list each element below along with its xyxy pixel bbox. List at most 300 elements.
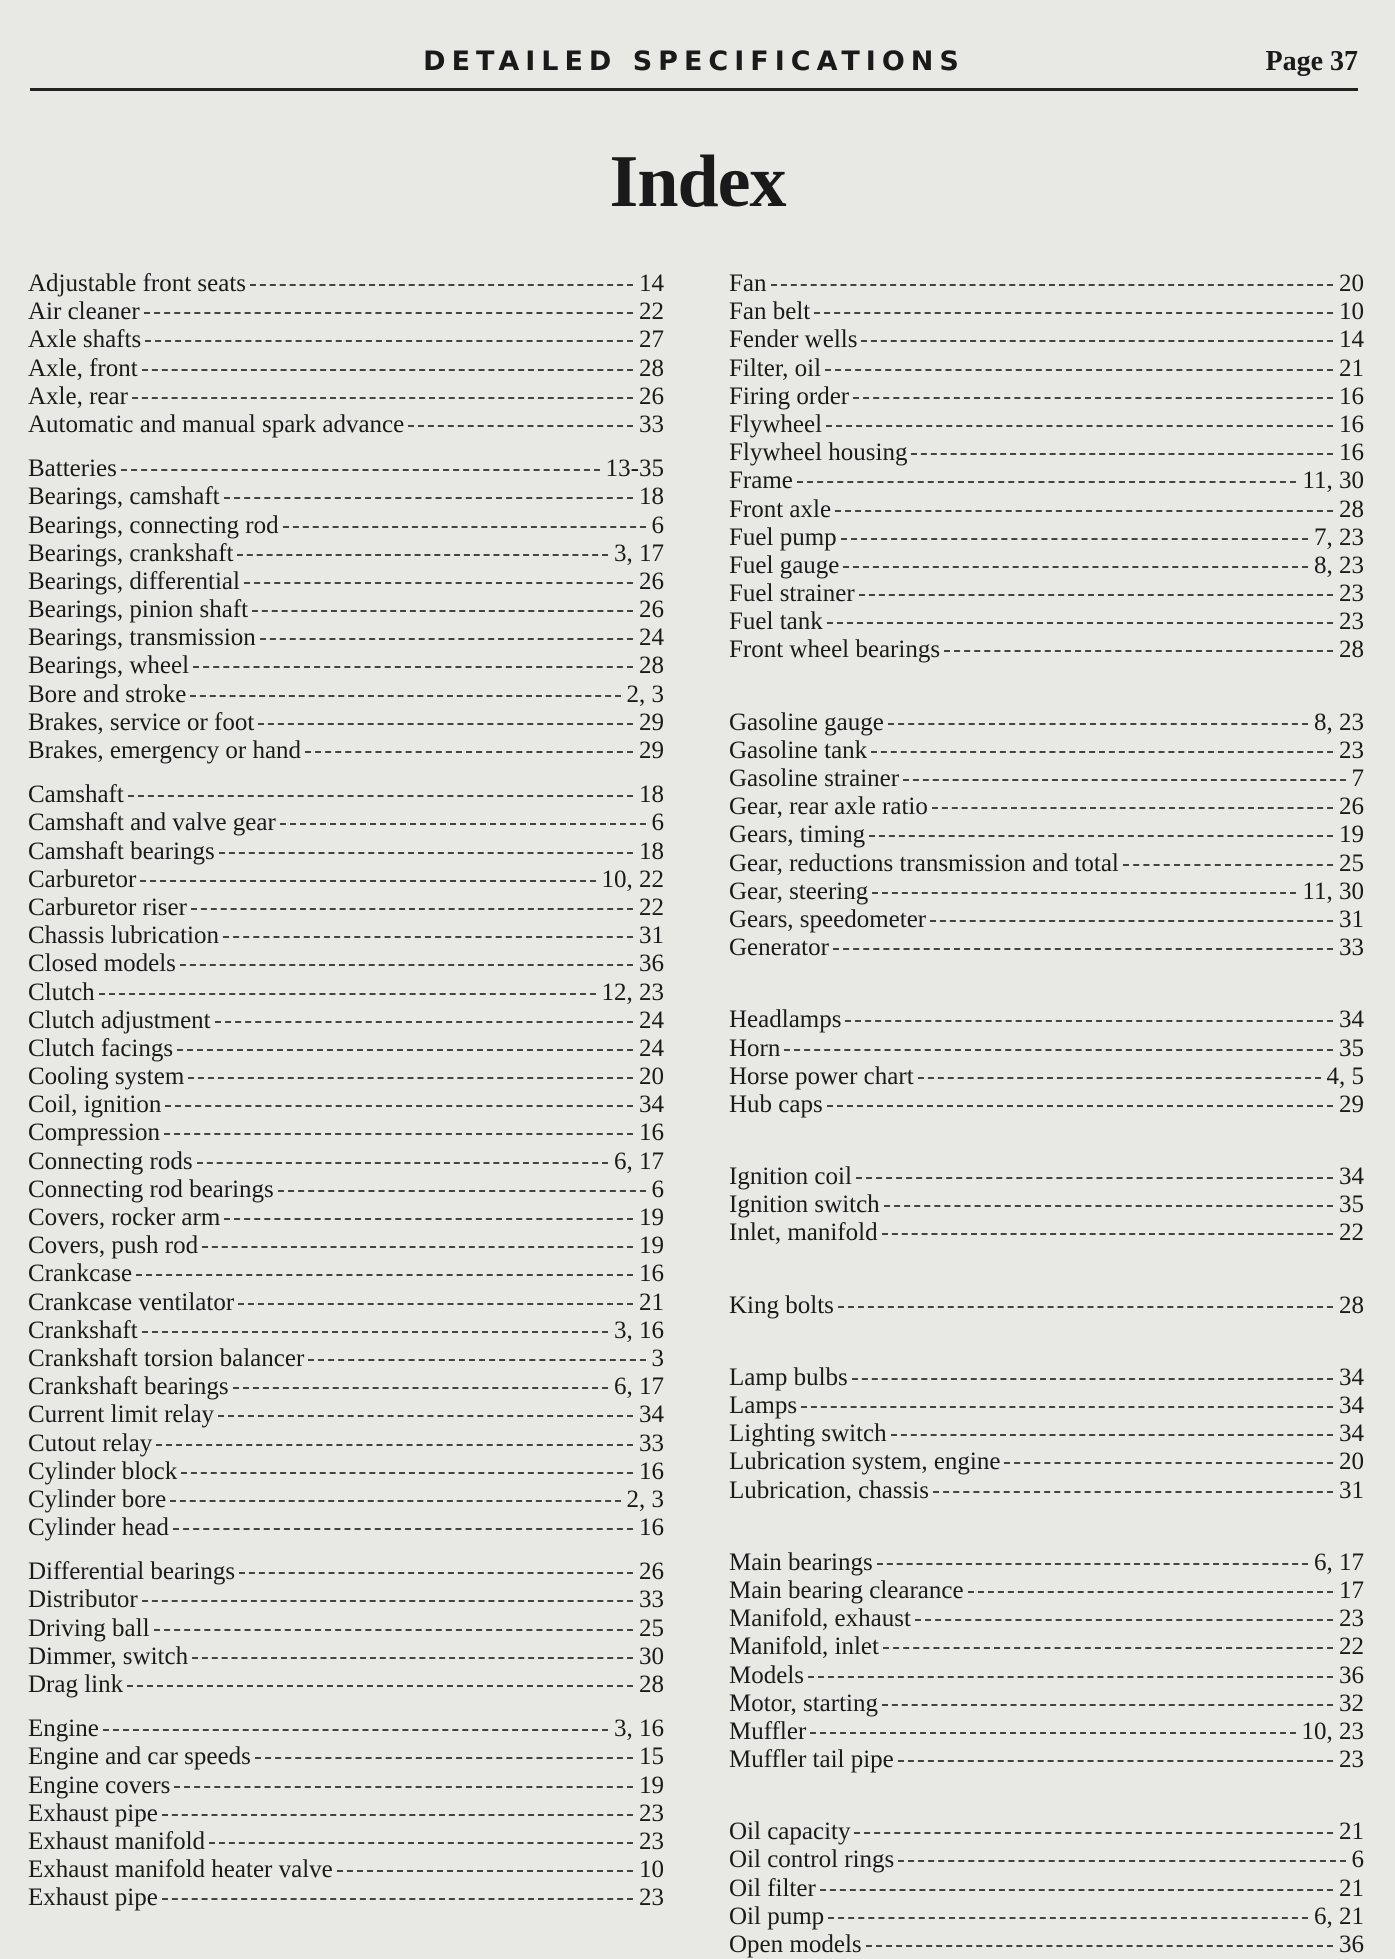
index-entry	[28, 568, 664, 596]
entry-page-ref: 15	[639, 1743, 664, 1771]
entry-page-ref: 23	[1339, 736, 1364, 764]
entry-page-ref: 28	[1339, 1291, 1364, 1319]
entry-label: Axle shafts	[28, 326, 142, 354]
index-entry	[28, 1828, 664, 1856]
index-entry	[28, 1345, 664, 1373]
dot-leader	[859, 594, 1333, 596]
dot-leader	[192, 1657, 633, 1659]
index-entry	[28, 298, 664, 326]
index-entry	[28, 1091, 664, 1119]
dot-leader	[771, 284, 1334, 286]
dot-leader	[280, 823, 646, 825]
dot-leader	[145, 340, 633, 342]
index-entry	[28, 922, 664, 950]
entry-page-ref: 23	[1339, 1605, 1364, 1633]
index-entry	[729, 1875, 1364, 1903]
index-entry	[28, 1558, 664, 1586]
index-entry	[729, 298, 1364, 326]
entry-page-ref: 3, 17	[614, 539, 664, 567]
entry-label: Crankshaft torsion balancer	[28, 1344, 305, 1372]
entry-label: Clutch adjustment	[28, 1006, 211, 1034]
entry-label: Muffler	[729, 1717, 807, 1745]
entry-label: Clutch facings	[28, 1034, 174, 1062]
index-entry	[28, 950, 664, 978]
entry-label: Exhaust pipe	[28, 1799, 158, 1827]
entry-label: Headlamps	[729, 1006, 842, 1034]
entry-label: Gasoline tank	[729, 736, 868, 764]
entry-page-ref: 6	[651, 1175, 664, 1203]
entry-page-ref: 4, 5	[1326, 1062, 1364, 1090]
dot-leader	[224, 1218, 633, 1220]
group-gap	[729, 962, 1364, 1006]
dot-leader	[841, 538, 1308, 540]
entry-page-ref: 20	[639, 1063, 664, 1091]
entry-label: Cylinder bore	[28, 1485, 167, 1513]
entry-label: Models	[729, 1661, 804, 1689]
entry-label: Current limit relay	[28, 1401, 215, 1429]
entry-page-ref: 21	[1339, 354, 1364, 382]
entry-page-ref: 28	[639, 652, 664, 680]
dot-leader	[827, 1105, 1333, 1107]
dot-leader	[173, 1528, 633, 1530]
entry-page-ref: 19	[639, 1771, 664, 1799]
index-entry	[729, 580, 1364, 608]
dot-leader	[854, 1832, 1333, 1834]
dot-leader	[223, 936, 633, 938]
dot-leader	[136, 1274, 633, 1276]
index-entry	[28, 596, 664, 624]
entry-page-ref: 23	[1339, 580, 1364, 608]
dot-leader	[238, 1303, 633, 1305]
entry-label: Horn	[729, 1034, 781, 1062]
index-entry	[28, 1232, 664, 1260]
index-entry	[729, 496, 1364, 524]
entry-label: Engine	[28, 1715, 99, 1743]
entry-label: Oil filter	[729, 1874, 816, 1902]
dot-leader	[103, 1729, 608, 1731]
dot-leader	[190, 695, 620, 697]
dot-leader	[930, 920, 1333, 922]
entry-page-ref: 23	[1339, 1746, 1364, 1774]
dot-leader	[156, 1444, 633, 1446]
entry-page-ref: 18	[639, 781, 664, 809]
entry-label: Crankshaft bearings	[28, 1373, 229, 1401]
dot-leader	[866, 1945, 1333, 1947]
dot-leader	[255, 1757, 633, 1759]
entry-page-ref: 8, 23	[1314, 708, 1364, 736]
dot-leader	[278, 1190, 646, 1192]
entry-page-ref: 3, 16	[614, 1715, 664, 1743]
entry-page-ref: 35	[1339, 1191, 1364, 1219]
index-entry	[28, 1615, 664, 1643]
entry-label: Axle, front	[28, 354, 138, 382]
dot-leader	[218, 1415, 633, 1417]
entry-page-ref: 36	[1339, 1931, 1364, 1958]
entry-page-ref: 6, 17	[1314, 1548, 1364, 1576]
dot-leader	[944, 650, 1333, 652]
index-entry	[729, 1690, 1364, 1718]
entry-page-ref: 22	[639, 298, 664, 326]
entry-page-ref: 19	[1339, 821, 1364, 849]
entry-label: Lubrication, chassis	[729, 1476, 929, 1504]
entry-page-ref: 28	[639, 354, 664, 382]
entry-page-ref: 36	[639, 950, 664, 978]
entry-page-ref: 31	[1339, 905, 1364, 933]
entry-label: Hub caps	[729, 1090, 823, 1118]
entry-page-ref: 25	[639, 1614, 664, 1642]
entry-label: Oil capacity	[729, 1818, 851, 1846]
index-entry	[28, 866, 664, 894]
index-entry	[28, 1063, 664, 1091]
entry-label: Firing order	[729, 382, 850, 410]
index-entry	[729, 709, 1364, 737]
entry-label: Frame	[729, 467, 793, 495]
entry-label: Inlet, manifold	[729, 1219, 878, 1247]
index-entry	[28, 652, 664, 680]
dot-leader	[237, 554, 608, 556]
dot-leader	[140, 880, 595, 882]
index-entry	[28, 483, 664, 511]
entry-label: Main bearings	[729, 1548, 873, 1576]
dot-leader	[219, 852, 633, 854]
dot-leader	[820, 1889, 1333, 1891]
index-entry	[28, 1148, 664, 1176]
index-entry	[28, 1289, 664, 1317]
entry-page-ref: 33	[639, 1586, 664, 1614]
index-entry	[28, 512, 664, 540]
entry-page-ref: 20	[1339, 270, 1364, 297]
entry-label: Crankshaft	[28, 1316, 138, 1344]
entry-label: Bearings, camshaft	[28, 483, 220, 511]
entry-page-ref: 26	[639, 1558, 664, 1586]
entry-label: Driving ball	[28, 1614, 150, 1642]
entry-page-ref: 32	[1339, 1689, 1364, 1717]
dot-leader	[142, 1600, 633, 1602]
index-entry	[28, 1176, 664, 1204]
entry-label: Cutout relay	[28, 1429, 153, 1457]
index-entry	[729, 1448, 1364, 1476]
entry-label: Fan	[729, 270, 767, 297]
entry-page-ref: 20	[1339, 1448, 1364, 1476]
index-entry	[729, 552, 1364, 580]
entry-label: Bearings, transmission	[28, 624, 256, 652]
index-entry	[28, 979, 664, 1007]
dot-leader	[202, 1246, 633, 1248]
dot-leader	[260, 638, 633, 640]
dot-leader	[144, 312, 633, 314]
index-entry	[28, 1007, 664, 1035]
entry-page-ref: 23	[639, 1799, 664, 1827]
entry-page-ref: 2, 3	[626, 680, 664, 708]
dot-leader	[250, 284, 633, 286]
index-entry	[729, 355, 1364, 383]
dot-leader	[408, 425, 633, 427]
index-entry	[28, 838, 664, 866]
entry-label: Gear, rear axle ratio	[729, 793, 928, 821]
dot-leader	[132, 397, 633, 399]
entry-label: Adjustable front seats	[28, 270, 247, 297]
entry-label: Generator	[729, 934, 829, 962]
entry-label: Ignition switch	[729, 1191, 880, 1219]
entry-label: Flywheel housing	[729, 439, 908, 467]
entry-page-ref: 24	[639, 1006, 664, 1034]
entry-label: Lubrication system, engine	[729, 1448, 1001, 1476]
entry-page-ref: 6	[651, 809, 664, 837]
entry-label: Brakes, service or foot	[28, 708, 255, 736]
entry-label: Main bearing clearance	[729, 1576, 964, 1604]
index-entry	[28, 737, 664, 765]
entry-label: Bearings, wheel	[28, 652, 190, 680]
index-entry	[28, 1715, 664, 1743]
index-entry	[729, 383, 1364, 411]
entry-label: Flywheel	[729, 410, 823, 438]
dot-leader	[142, 1331, 608, 1333]
entry-label: Distributor	[28, 1586, 138, 1614]
dot-leader	[154, 1629, 633, 1631]
dot-leader	[872, 892, 1296, 894]
entry-label: Covers, push rod	[28, 1232, 199, 1260]
group-gap	[729, 1248, 1364, 1292]
dot-leader	[162, 1898, 633, 1900]
entry-page-ref: 26	[639, 382, 664, 410]
dot-leader	[843, 566, 1308, 568]
index-entry	[729, 1420, 1364, 1448]
entry-page-ref: 35	[1339, 1034, 1364, 1062]
entry-page-ref: 11, 30	[1302, 877, 1364, 905]
dot-leader	[127, 1685, 633, 1687]
group-gap	[28, 1542, 664, 1558]
entry-label: Filter, oil	[729, 354, 822, 382]
index-entry	[729, 1605, 1364, 1633]
entry-page-ref: 2, 3	[626, 1485, 664, 1513]
dot-leader	[968, 1591, 1333, 1593]
header-title: DETAILED SPECIFICATIONS	[423, 46, 965, 77]
index-entry	[729, 636, 1364, 664]
dot-leader	[165, 1105, 633, 1107]
index-entry	[28, 411, 664, 439]
index-entry	[28, 355, 664, 383]
entry-label: Carburetor	[28, 865, 137, 893]
index-entry	[729, 1718, 1364, 1746]
dot-leader	[197, 1162, 608, 1164]
entry-page-ref: 19	[639, 1232, 664, 1260]
index-entry	[729, 467, 1364, 495]
entry-label: King bolts	[729, 1291, 834, 1319]
index-entry	[28, 1671, 664, 1699]
group-gap	[729, 1119, 1364, 1163]
index-entry	[28, 270, 664, 298]
dot-leader	[903, 779, 1345, 781]
entry-label: Front wheel bearings	[729, 636, 941, 664]
entry-label: Exhaust manifold	[28, 1827, 206, 1855]
index-entry	[729, 1191, 1364, 1219]
entry-label: Gear, steering	[729, 877, 869, 905]
entry-page-ref: 13-35	[605, 455, 664, 483]
index-entry	[28, 709, 664, 737]
index-column-right	[729, 270, 1364, 1959]
dot-leader	[911, 453, 1333, 455]
dot-leader	[128, 795, 633, 797]
index-title: Index	[609, 141, 786, 223]
index-entry	[28, 1458, 664, 1486]
entry-page-ref: 26	[1339, 793, 1364, 821]
entry-page-ref: 22	[1339, 1219, 1364, 1247]
entry-page-ref: 33	[1339, 934, 1364, 962]
index-entry	[729, 1931, 1364, 1959]
dot-leader	[828, 1917, 1308, 1919]
entry-label: Oil pump	[729, 1902, 825, 1930]
index-entry	[729, 850, 1364, 878]
dot-leader	[871, 751, 1333, 753]
index-entry	[729, 608, 1364, 636]
dot-leader	[174, 1786, 633, 1788]
entry-page-ref: 28	[1339, 636, 1364, 664]
entry-label: Brakes, emergency or hand	[28, 737, 302, 764]
dot-leader	[898, 1860, 1345, 1862]
entry-page-ref: 8, 23	[1314, 551, 1364, 579]
entry-page-ref: 33	[639, 410, 664, 438]
entry-page-ref: 36	[1339, 1661, 1364, 1689]
index-entry	[729, 793, 1364, 821]
entry-page-ref: 28	[1339, 495, 1364, 523]
index-entry	[28, 326, 664, 354]
dot-leader	[827, 622, 1333, 624]
entry-page-ref: 21	[1339, 1874, 1364, 1902]
entry-label: Exhaust manifold heater valve	[28, 1856, 333, 1884]
dot-leader	[933, 1491, 1333, 1493]
dot-leader	[801, 1406, 1333, 1408]
entry-page-ref: 34	[639, 1401, 664, 1429]
entry-page-ref: 6, 21	[1314, 1902, 1364, 1930]
page-number: Page 37	[1265, 46, 1358, 77]
index-entry	[729, 326, 1364, 354]
entry-page-ref: 16	[639, 1119, 664, 1147]
entry-label: Lamp bulbs	[729, 1363, 848, 1391]
entry-label: Open models	[729, 1931, 862, 1958]
dot-leader	[845, 1020, 1333, 1022]
entry-page-ref: 28	[639, 1671, 664, 1698]
index-entry	[28, 383, 664, 411]
index-entry	[729, 1746, 1364, 1774]
dot-leader	[853, 397, 1333, 399]
index-entry	[28, 1317, 664, 1345]
entry-label: Fender wells	[729, 326, 858, 354]
index-entry	[28, 1373, 664, 1401]
index-entry	[28, 624, 664, 652]
dot-leader	[239, 1572, 633, 1574]
group-gap	[729, 1774, 1364, 1818]
index-entry	[729, 1577, 1364, 1605]
index-entry	[28, 1486, 664, 1514]
entry-label: Camshaft bearings	[28, 837, 215, 865]
entry-label: Clutch	[28, 978, 95, 1006]
dot-leader	[861, 340, 1333, 342]
entry-label: Lamps	[729, 1392, 798, 1419]
entry-label: Front axle	[729, 495, 832, 523]
index-entry	[28, 1643, 664, 1671]
dot-leader	[835, 510, 1333, 512]
index-entry	[729, 1063, 1364, 1091]
dot-leader	[915, 1619, 1333, 1621]
dot-leader	[898, 1760, 1333, 1762]
entry-page-ref: 34	[1339, 1006, 1364, 1034]
index-entry	[729, 1903, 1364, 1931]
entry-label: Compression	[28, 1119, 160, 1147]
dot-leader	[884, 1205, 1333, 1207]
dot-leader	[233, 1387, 608, 1389]
index-entry	[28, 540, 664, 568]
entry-page-ref: 24	[639, 1034, 664, 1062]
index-entry	[729, 270, 1364, 298]
dot-leader	[121, 469, 600, 471]
index-entry	[729, 737, 1364, 765]
index-entry	[28, 1856, 664, 1884]
entry-label: Bearings, differential	[28, 567, 240, 595]
entry-label: Cylinder head	[28, 1514, 169, 1542]
index-entry	[729, 411, 1364, 439]
entry-label: Bearings, connecting rod	[28, 511, 279, 539]
dot-leader	[932, 807, 1333, 809]
entry-label: Engine covers	[28, 1771, 171, 1799]
entry-page-ref: 14	[1339, 326, 1364, 354]
group-gap	[28, 1699, 664, 1715]
index-entry	[28, 1514, 664, 1542]
entry-page-ref: 12, 23	[601, 978, 664, 1006]
entry-page-ref: 10	[1339, 298, 1364, 326]
entry-label: Lighting switch	[729, 1420, 887, 1448]
entry-page-ref: 14	[639, 270, 664, 297]
entry-label: Drag link	[28, 1671, 124, 1698]
index-entry	[729, 1364, 1364, 1392]
entry-label: Carburetor riser	[28, 893, 187, 921]
entry-page-ref: 29	[639, 737, 664, 764]
entry-page-ref: 23	[1339, 608, 1364, 636]
index-entry	[729, 1292, 1364, 1320]
entry-label: Crankcase	[28, 1260, 133, 1288]
dot-leader	[877, 1563, 1308, 1565]
dot-leader	[193, 666, 633, 668]
index-entry	[28, 1430, 664, 1458]
index-entry	[28, 455, 664, 483]
dot-leader	[808, 1676, 1333, 1678]
entry-page-ref: 16	[1339, 382, 1364, 410]
entry-label: Air cleaner	[28, 298, 140, 326]
dot-leader	[99, 993, 596, 995]
index-entry	[729, 1477, 1364, 1505]
entry-label: Gasoline gauge	[729, 708, 884, 736]
entry-label: Ignition coil	[729, 1163, 852, 1191]
entry-label: Bearings, pinion shaft	[28, 596, 249, 624]
entry-page-ref: 26	[639, 567, 664, 595]
entry-label: Covers, rocker arm	[28, 1204, 221, 1231]
entry-label: Bearings, crankshaft	[28, 539, 234, 567]
dot-leader	[191, 908, 633, 910]
dot-leader	[305, 751, 633, 753]
entry-page-ref: 16	[639, 1260, 664, 1288]
index-entry	[28, 1260, 664, 1288]
entry-label: Muffler tail pipe	[729, 1746, 894, 1774]
entry-page-ref: 6, 17	[614, 1373, 664, 1401]
entry-label: Bore and stroke	[28, 680, 187, 708]
entry-label: Camshaft and valve gear	[28, 809, 276, 837]
index-entry	[729, 1846, 1364, 1874]
dot-leader	[852, 1378, 1333, 1380]
dot-leader	[797, 481, 1297, 483]
entry-page-ref: 19	[639, 1204, 664, 1231]
entry-label: Dimmer, switch	[28, 1642, 189, 1670]
entry-label: Gasoline strainer	[729, 765, 900, 792]
index-column-left	[28, 270, 664, 1913]
